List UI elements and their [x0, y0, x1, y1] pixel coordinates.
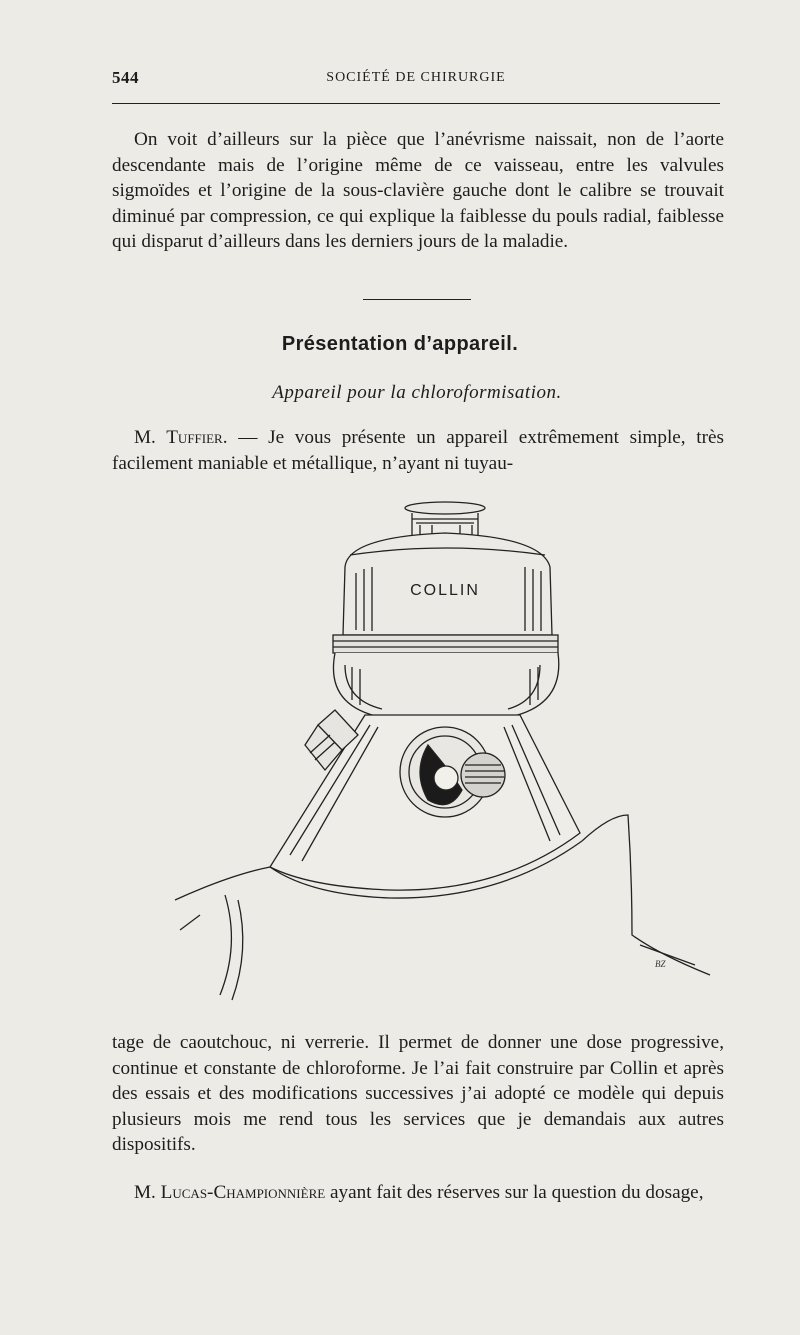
paragraph-continuation-text: tage de caoutchouc, ni verrerie. Il permet de donner une dose progressive, continue et constante de chloroforme. Je l’ai fait construire par Collin et après des essais et des modifications successives j’ai adopté ce modèle qui depuis plusieurs mois me rend tous les services que je demandais aux autres dispositifs. [112, 1032, 724, 1155]
section-title: Présentation d’appareil. [281, 333, 519, 355]
paragraph-lucas-text: ayant fait des réserves sur la question du dosage, [325, 1182, 704, 1203]
paragraph-lucas [112, 1180, 724, 1206]
paragraph-aneurysm [112, 127, 724, 255]
apparatus-label: COLLIN [410, 582, 480, 599]
apparatus-illustration [120, 495, 720, 1015]
header-rule [112, 103, 720, 104]
journal-title: SOCIÉTÉ DE CHIRURGIE [326, 70, 506, 85]
section-subtitle: Appareil pour la chloroformisation. [272, 382, 562, 403]
speaker-tuffier: M. Tuffier. [134, 427, 228, 448]
paragraph-continuation [112, 1030, 724, 1158]
page-number: 544 [112, 68, 139, 87]
paragraph-aneurysm-text: On voit d’ailleurs sur la pièce que l’anévrisme naissait, non de l’aorte descendante mais de l’origine même de ce vaisseau, entre les valvules sigmoïdes et l’origine de la sous-clavière gauche dont le calibre se trouvait diminué par compression, ce qui explique la faiblesse du pouls radial, faiblesse qui disparut d’ailleurs dans les derniers jours de la maladie. [112, 129, 724, 252]
figure-chloroform-apparatus [120, 495, 720, 1015]
paragraph-tuffier [112, 425, 724, 476]
paragraph-tuffier-text: — Je vous présente un appareil extrêmement simple, très facilement maniable et métallique, n’ayant ni tuyau- [112, 427, 724, 474]
engraver-signature: BZ [655, 959, 666, 969]
running-head [112, 68, 720, 94]
speaker-lucas: M. Lucas-Championnière [134, 1182, 326, 1203]
section-divider [363, 299, 471, 300]
